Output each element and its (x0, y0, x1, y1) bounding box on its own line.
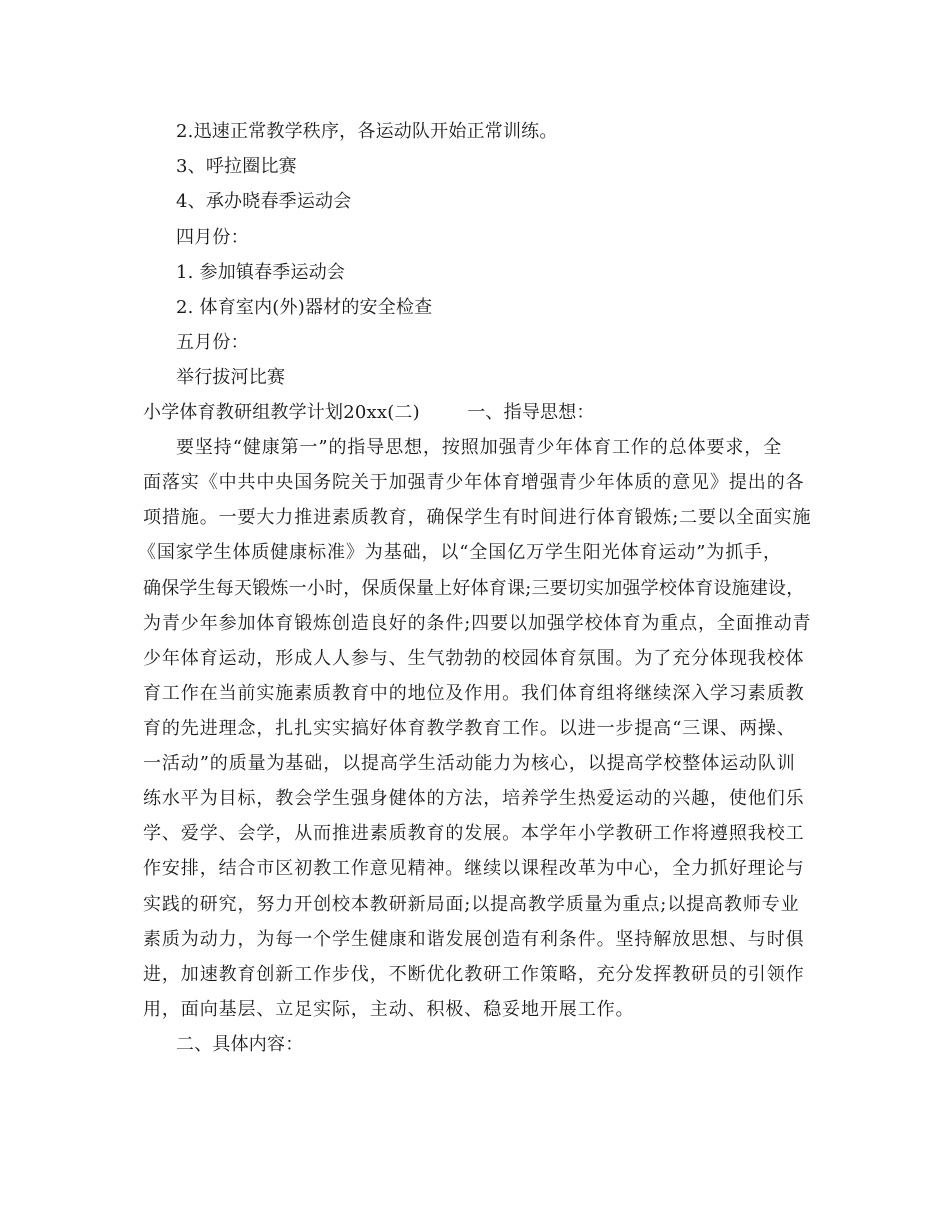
paragraph-line: 练水平为目标，教会学生强身健体的方法，培养学生热爱运动的兴趣，使他们乐 (143, 788, 805, 809)
section-heading: 小学体育教研组教学计划20xx(二) 一、指导思想： (143, 402, 595, 423)
paragraph-line: 要坚持“健康第一”的指导思想，按照加强青少年体育工作的总体要求，全 (176, 437, 783, 458)
paragraph-line: 一活动”的质量为基础，以提高学生活动能力为核心，以提高学校整体运动队训 (143, 753, 796, 774)
paragraph-line: 面落实《中共中央国务院关于加强青少年体育增强青少年体质的意见》提出的各 (143, 472, 805, 493)
plan-item-restore-order: 2.迅速正常教学秩序，各运动队开始正常训练。 (176, 121, 558, 142)
paragraph-line: 实践的研究，努力开创校本教研新局面;以提高教学质量为重点;以提高教师专业 (143, 894, 800, 915)
plan-item-tug-of-war: 举行拔河比赛 (176, 367, 286, 388)
plan-item-town-sports-meet: 1. 参加镇春季运动会 (176, 262, 346, 283)
month-heading-april: 四月份： (176, 227, 249, 248)
paragraph-line: 《国家学生体质健康标准》为基础，以“全国亿万学生阳光体育运动”为抓手， (138, 542, 782, 563)
paragraph-line: 为青少年参加体育锻炼创造良好的条件;四要以加强学校体育为重点，全面推动青 (143, 613, 812, 634)
plan-item-equipment-check: 2. 体育室内(外)器材的安全检查 (176, 297, 433, 318)
plan-item-spring-sports-meet: 4、承办晓春季运动会 (176, 191, 352, 212)
paragraph-line: 进，加速教育创新工作步伐，不断优化教研工作策略，充分发挥教研员的引领作 (143, 964, 805, 985)
paragraph-line: 学、爱学、会学，从而推进素质教育的发展。本学年小学教研工作将遵照我校工 (143, 823, 805, 844)
paragraph-line: 项措施。一要大力推进素质教育，确保学生有时间进行体育锻炼;二要以全面实施 (143, 507, 812, 528)
paragraph-line: 少年体育运动，形成人人参与、生气勃勃的校园体育氛围。为了充分体现我校体 (143, 648, 805, 669)
plan-item-hula-hoop: 3、呼拉圈比赛 (176, 156, 297, 177)
month-heading-may: 五月份： (176, 332, 249, 353)
paragraph-line: 用，面向基层、立足实际，主动、积极、稳妥地开展工作。 (143, 999, 635, 1020)
section-two-heading: 二、具体内容： (176, 1034, 304, 1055)
paragraph-line: 育的先进理念，扎扎实实搞好体育教学教育工作。以进一步提高“三课、两操、 (143, 718, 796, 739)
paragraph-line: 素质为动力，为每一个学生健康和谐发展创造有利条件。坚持解放思想、与时俱 (143, 929, 805, 950)
paragraph-line: 作安排，结合市区初教工作意见精神。继续以课程改革为中心，全力抓好理论与 (143, 858, 805, 879)
paragraph-line: 育工作在当前实施素质教育中的地位及作用。我们体育组将继续深入学习素质教 (143, 683, 805, 704)
paragraph-line: 确保学生每天锻炼一小时，保质保量上好体育课;三要切实加强学校体育设施建设， (143, 578, 805, 599)
